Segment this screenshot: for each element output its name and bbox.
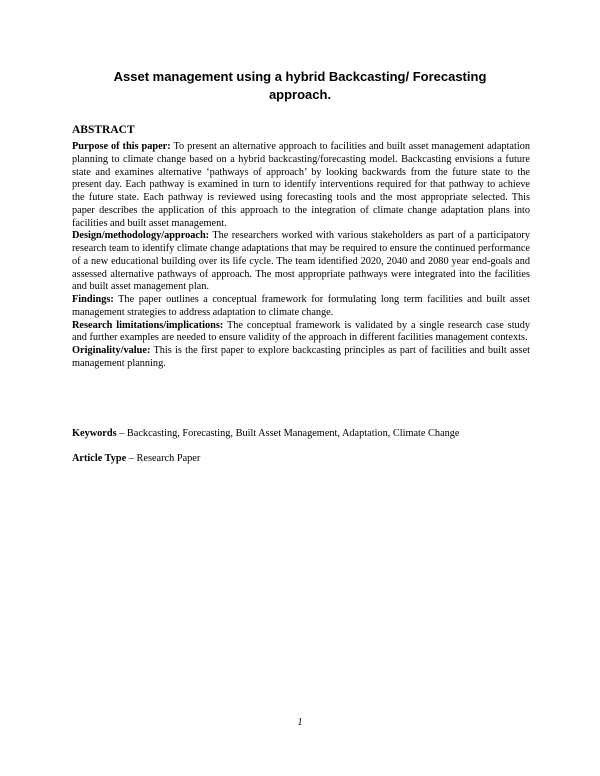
abstract-section-text: The conceptual framework is validated by a single research case study and further examples are needed to ensure validity of the approach in different facilities management contexts. <box>72 319 530 344</box>
abstract-section-purpose <box>72 141 530 230</box>
keywords-text: – Backcasting, Forecasting, Built Asset Management, Adaptation, Climate Change <box>116 428 460 439</box>
abstract-section-text: The researchers worked with various stakeholders as part of a participatory research team to identify climate change adaptations that may be required to ensure the continued performance of a new educational building over its life cycle. The team identified 2020, 2040 and 2080 year end-goals and assessed alternative pathways of approach. The most appropriate pathways were integrated into the facilities and built asset management plan. <box>72 230 530 293</box>
article-type-text: – Research Paper <box>126 453 201 464</box>
keywords-label: Keywords <box>72 428 117 439</box>
abstract-section-design <box>72 230 530 294</box>
abstract-section-limitations <box>72 320 530 346</box>
abstract-section-label: Findings: <box>72 294 114 305</box>
abstract-section-label: Research limitations/implications: <box>72 319 224 331</box>
page-number: 1 <box>297 717 303 728</box>
abstract-body <box>72 141 530 371</box>
abstract-section-text: To present an alternative approach to facilities and built asset management adaptation planning to climate change based on a hybrid backcasting/forecasting model. Backcasting envisions a future state and examines alternative ‘pathways of approach’ by looking backwards from the future state to the present day. Each pathway is examined in turn to identify interventions required for that pathway to achieve the future state. Each pathway is reviewed using forecasting tools and the most appropriate selected. This paper describes the application of this approach to the integration of climate change adaptation plans into facilities and built asset management. <box>72 141 530 229</box>
article-type-line <box>72 452 542 465</box>
paper-title: Asset management using a hybrid Backcasting/ Forecasting approach. <box>113 69 487 102</box>
abstract-section-findings <box>72 294 530 320</box>
abstract-heading: ABSTRACT <box>72 124 135 136</box>
abstract-section-text: This is the first paper to explore backcasting principles as part of facilities and built asset management planning. <box>72 345 530 369</box>
abstract-section-originality <box>72 345 530 371</box>
abstract-section-label: Design/methodology/approach: <box>72 230 210 242</box>
article-type-label: Article Type <box>72 453 127 464</box>
abstract-section-label: Purpose of this paper: <box>72 141 171 152</box>
keywords-line <box>72 427 542 440</box>
abstract-section-label: Originality/value: <box>72 345 151 356</box>
abstract-section-text: The paper outlines a conceptual framework for formulating long term facilities and built asset management strategies to address adaptation to climate change. <box>72 294 530 318</box>
